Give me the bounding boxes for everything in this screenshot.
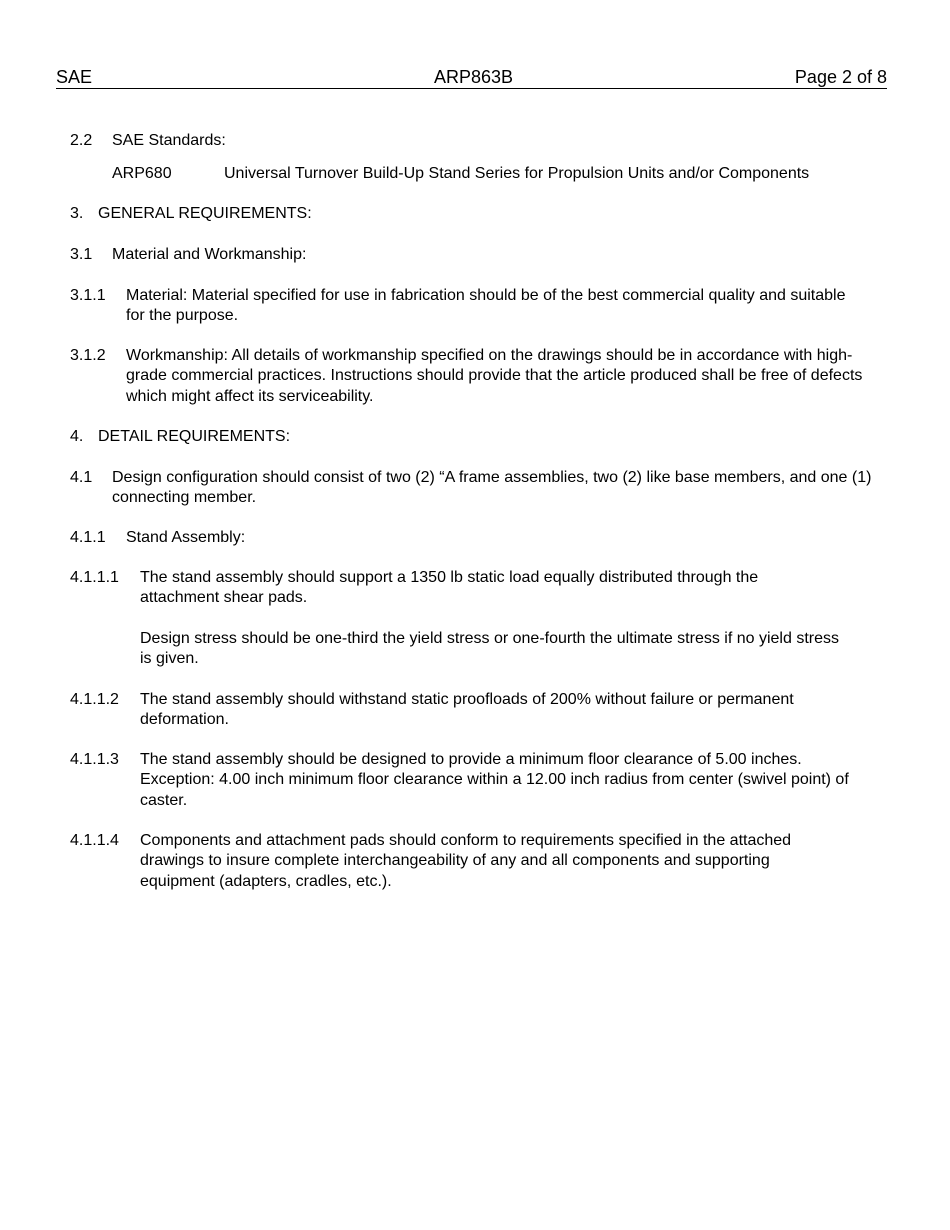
header-doc-number: ARP863B: [434, 67, 514, 87]
section-3-1-1-text: Material: Material specified for use in fabrication should be of the best commercial quality and suitable for the purpose.: [126, 287, 846, 325]
section-4-number: 4.: [70, 428, 84, 445]
section-4-1-text: Design configuration should consist of two (2) “A frame assemblies, two (2) like base members, and one (1) connecting member.: [112, 469, 872, 507]
section-4-1-1-1-number: 4.1.1.1: [70, 569, 119, 586]
section-2-2-title: SAE Standards:: [112, 132, 226, 149]
section-4-1-1-4-number: 4.1.1.4: [70, 832, 119, 849]
section-4-1-1-title: Stand Assembly:: [126, 529, 246, 546]
header-page-number: Page 2 of 8: [794, 67, 887, 87]
section-3-1-title: Material and Workmanship:: [112, 246, 307, 263]
section-4-1-1-3-number: 4.1.1.3: [70, 751, 119, 768]
section-4-1-1-1-text: The stand assembly should support a 1350 lb static load equally distributed through the attachment shear pads.: [140, 569, 759, 607]
section-4-1-1-1-text-2: Design stress should be one-third the yield stress or one-fourth the ultimate stress if no yield stress is given.: [140, 630, 839, 668]
section-4-1-1-number: 4.1.1: [70, 529, 106, 546]
header-org: SAE: [56, 67, 93, 87]
section-4-1-1-2-number: 4.1.1.2: [70, 691, 119, 708]
page-header: [56, 66, 887, 89]
section-3-1-2-text: Workmanship: All details of workmanship specified on the drawings should be in accordance with high-grade commercial practices. Instructions should provide that the article produced shall be free of defects which might affect its serviceability.: [126, 347, 863, 405]
section-4-1-1-2-text: The stand assembly should withstand static proofloads of 200% without failure or permanent deformation.: [140, 691, 794, 729]
section-2-2-number: 2.2: [70, 132, 93, 149]
section-4-1-1-4-text: Components and attachment pads should conform to requirements specified in the attached drawings to insure complete interchangeability of any and all components and supporting equipment (adapters, cradles, etc.).: [140, 832, 792, 890]
section-3-number: 3.: [70, 205, 84, 222]
section-3-1-1-number: 3.1.1: [70, 287, 106, 304]
section-3-1-number: 3.1: [70, 246, 93, 263]
reference-title: Universal Turnover Build-Up Stand Series for Propulsion Units and/or Components: [224, 165, 810, 182]
section-4-1-1-3-text: The stand assembly should be designed to provide a minimum floor clearance of 5.00 inches. Exception: 4.00 inch minimum floor clearance within a 12.00 inch radius from center (swivel point) of caster.: [140, 751, 849, 809]
section-4-1-number: 4.1: [70, 469, 93, 486]
reference-code: ARP680: [112, 165, 172, 182]
section-3-title: GENERAL REQUIREMENTS:: [98, 205, 312, 222]
section-3-1-2-number: 3.1.2: [70, 347, 106, 364]
section-4-title: DETAIL REQUIREMENTS:: [98, 428, 291, 445]
